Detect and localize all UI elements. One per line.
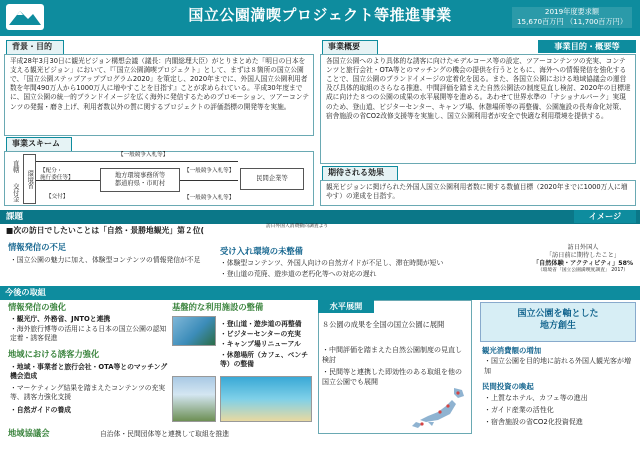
horizontal-bullet-2: ・民間等と連携した即効性のある取組を他の国立公園でも展開 bbox=[322, 368, 462, 386]
acceptance-bullet-2: ・登山道の荒廃、遊歩道の老朽化等への対応の遅れ bbox=[220, 270, 377, 278]
council-title: 地域協議会 bbox=[8, 428, 50, 438]
info-strength-title: 情報発信の強化 bbox=[8, 302, 67, 312]
issues-subtitle: ■次の訪日でしたいことは「自然・景勝地観光」第２位( bbox=[6, 226, 205, 235]
background-text: 平成28年3月30日に観光ビジョン構想会議（議長：内閣総理大臣）がとりまとめた「明日の日本を支える観光ビジョン」において、『「国立公園満喫プロジェクト」として、まずは８箇所の国立公園で、「国立公園ステップアッププログラム2020」を策定し、2020年までに、外国人国立公園利用者数を年間490万人から1000万人に増やすことを目指す』ことが求められている。平成30年度までに、国立公園の統一的ブランドイメージを広く海外に発信するためのプロモーション、ツアーコンテンツの発掘・磨き上げ、利用者数以外の質に関するプロジェクトの評価指標の開発等を実施。 bbox=[10, 57, 310, 111]
region-bullet-3: ・自然ガイドの養成 bbox=[10, 406, 71, 414]
scheme-grant-label: 交付金 bbox=[9, 181, 21, 204]
scheme-left-label: 【配分・ 施行委任等】 bbox=[40, 168, 74, 181]
overview-tag: 事業目的・概要等 bbox=[538, 40, 636, 53]
scheme-local-node: 地方環境事務所等 都道府県・市町村 bbox=[100, 168, 180, 192]
japan-map-icon bbox=[392, 384, 470, 432]
region-title: 地域における誘客力強化 bbox=[8, 349, 100, 359]
issues-band bbox=[0, 210, 640, 224]
background-heading: 背景・目的 bbox=[6, 40, 64, 55]
horizontal-title: 水平展開 bbox=[318, 300, 374, 313]
survey-box bbox=[530, 244, 636, 274]
visitor-photo bbox=[172, 376, 216, 422]
scheme-ministry-node: 環境省 bbox=[23, 154, 36, 204]
acceptance-title: 受け入れ環境の未整備 bbox=[220, 246, 303, 256]
scheme-top-line bbox=[36, 161, 238, 162]
facility-bullet-3: ・キャンプ場リニューアル bbox=[220, 340, 301, 348]
scheme-private-node: 民間企業等 bbox=[240, 168, 304, 190]
scheme-grant-arrow-label: 【交付】 bbox=[46, 194, 69, 200]
info-strength-bullet-1: ・観光庁、外務省、JNTOと連携 bbox=[10, 315, 111, 323]
investment-bullet-3: ・宿舎施設の省CO2化投資促進 bbox=[484, 418, 583, 426]
info-strength-bullet-2: ・海外旅行博等の活用による日本の国立公園の認知定着・誘客促進 bbox=[10, 325, 167, 343]
budget-year: 2019年度要求額 bbox=[512, 7, 632, 17]
horizontal-text: ８公園の成果を全国の国立公園に展開 bbox=[322, 320, 445, 329]
facility-bullet-1: ・登山道・遊歩道の再整備 bbox=[220, 320, 302, 328]
overview-heading: 事業概要 bbox=[322, 40, 378, 55]
scheme-mid-right-line bbox=[180, 180, 238, 181]
actions-band bbox=[0, 286, 640, 300]
image-tag: イメージ bbox=[574, 210, 636, 223]
scheme-bottom-label: 【一般競争入札等】 bbox=[184, 195, 235, 201]
horizontal-bullet-1: ・中間評価を踏まえた自然公園制度の見直し検討 bbox=[322, 346, 462, 364]
investment-title: 民間投資の喚起 bbox=[482, 382, 534, 391]
facility-bullet-4: ・休憩場所（カフェ、ベンチ等）の整備 bbox=[220, 351, 309, 369]
facility-title: 基盤的な利用施設の整備 bbox=[172, 302, 264, 312]
survey-subtitle: 「訪日前に期待したこと」 bbox=[545, 252, 621, 260]
scheme-heading: 事業スキーム bbox=[6, 137, 72, 152]
axis-title: 国立公園を軸とした 地方創生 bbox=[517, 309, 599, 332]
survey-title: 訪日外国人 bbox=[567, 244, 599, 251]
page-title: 国立公園満喫プロジェクト等推進事業 bbox=[188, 6, 452, 24]
actions-heading: 今後の取組 bbox=[5, 287, 46, 297]
consumption-title: 観光消費額の増加 bbox=[482, 346, 542, 355]
budget-amount: 15,670百万円 （11,700百万円） bbox=[512, 17, 632, 27]
scheme-top-label: 【一般競争入札等】 bbox=[118, 152, 169, 158]
info-shortage-title: 情報発信の不足 bbox=[8, 242, 67, 252]
consumption-bullet-1: ・国立公園を目的地に訪れる外国人観光客が増加 bbox=[484, 357, 631, 375]
investment-bullet-2: ・ガイド産業の活性化 bbox=[484, 406, 554, 414]
effects-text: 観光ビジョンに掲げられた外国人国立公園利用者数に関する数値目標（2020年までに1000万人に増やす）の達成を目指す。 bbox=[326, 183, 628, 201]
survey-item: 「自然体験・アクティビティ」58% bbox=[532, 260, 634, 268]
scheme-mid-label: 【一般競争入札等】 bbox=[184, 168, 235, 174]
facility-bullet-2: ・ビジターセンターの充実 bbox=[220, 330, 301, 338]
budget-box bbox=[512, 7, 632, 28]
issues-band-label: 課題 bbox=[6, 212, 24, 222]
japan-map bbox=[392, 384, 470, 432]
kayak-photo bbox=[220, 376, 312, 422]
acceptance-bullet-1: ・体験型コンテンツ、外国人向けの自然ガイドが不足し、滞在時間が短い bbox=[220, 259, 444, 267]
overview-text: 各国立公園へのより具体的な誘客に向けたモデルコース等の設定、ツアーコンテンツの充実、コンテンツと旅行会社・OTA等とのマッチングの機会の提供を行うとともに、海外への情報発信を強化することで、国立公園のブランドイメージの定着化を図る。また、各国立公園における地域協議会の運営及び具体的取組のさらなる推進、中間評価を踏まえた自然公園法の制度見直し検討、2020年の目標達成に向けた８つの公園の成果の水平展開等を進める。あわせて世界水準の「ナショナルパーク」実現のため、登山道、ビジターセンター、キャンプ場、休憩場所等の再整備、公園施設の長寿命化対策、宿舎施設の省CO2改修支援等を実施し、国立公園利用者が安全で快適な利用環境を提供する。 bbox=[326, 57, 631, 120]
scheme-direct-label: 直轄 bbox=[9, 154, 21, 179]
effects-heading: 期待される効果 bbox=[322, 166, 398, 181]
council-text: 自治体・民間団体等と連携して取組を推進 bbox=[100, 430, 230, 438]
info-shortage-bullet: ・国立公園の魅力に加え、体験型コンテンツの情報発信が不足 bbox=[10, 256, 201, 264]
scheme-mid-left-line bbox=[36, 180, 100, 181]
issues-tiny-note: 訪日外国人消費動向調査より bbox=[265, 224, 329, 229]
region-bullet-1: ・地域・事業者と旅行会社・OTA等とのマッチング機会造成 bbox=[10, 363, 168, 381]
investment-bullet-1: ・上質なホテル、カフェ等の進出 bbox=[484, 394, 588, 402]
region-bullet-2: ・マーケティング結果を踏まえたコンテンツの充実等、誘客力強化支援 bbox=[10, 384, 166, 402]
survey-note: （環境省「国立公園満喫度調査」 2017） bbox=[537, 268, 629, 274]
